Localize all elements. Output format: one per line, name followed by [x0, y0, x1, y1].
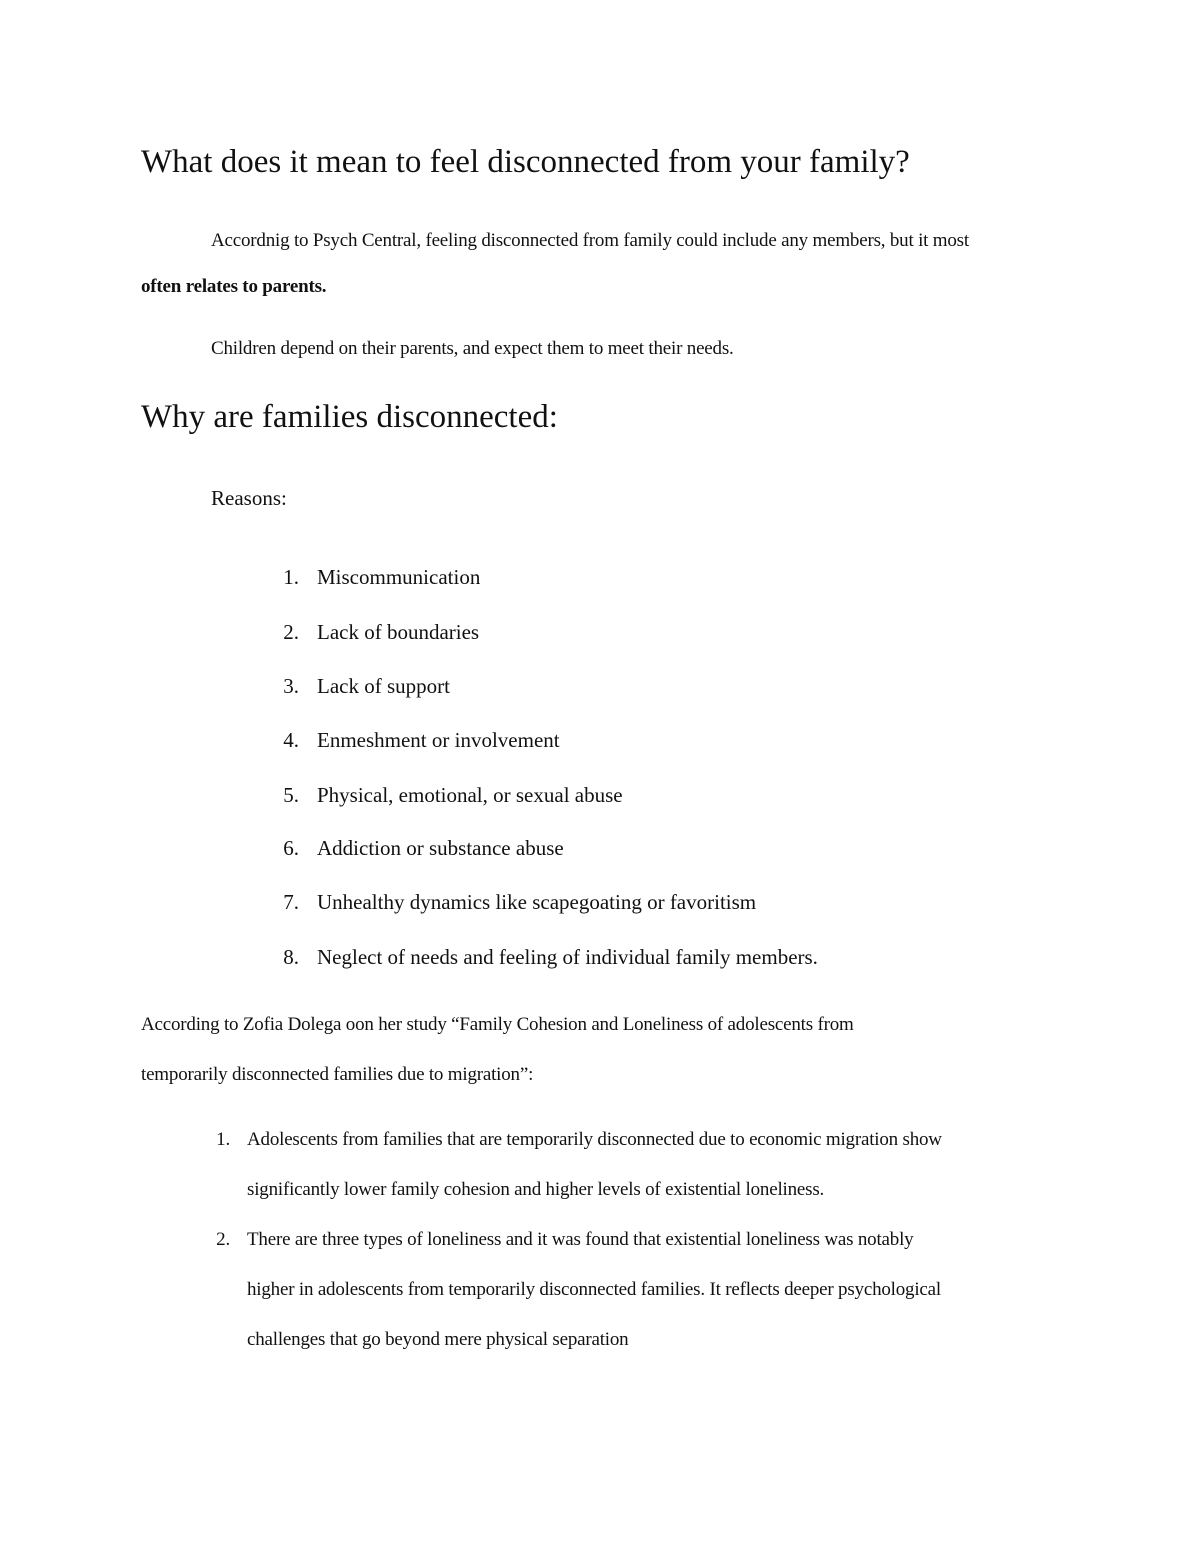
list-item-text-line1: There are three types of loneliness and it was found that existential loneliness was notably [247, 1229, 914, 1250]
list-item-number: 1. [216, 1129, 230, 1150]
list-item-number: 5. [283, 783, 299, 807]
paragraph-psych-central-line1: Accordnig to Psych Central, feeling disconnected from family could include any members, but it most [211, 230, 969, 251]
list-item-text: Addiction or substance abuse [317, 836, 564, 860]
heading-why-disconnected: Why are families disconnected: [141, 399, 558, 435]
list-item-number: 2. [283, 620, 299, 644]
list-item-number: 8. [283, 945, 299, 969]
study-intro-line1: According to Zofia Dolega oon her study “Family Cohesion and Loneliness of adolescents from [141, 1014, 854, 1035]
reasons-label: Reasons: [211, 486, 287, 510]
list-item-number: 7. [283, 890, 299, 914]
list-item-text-line3: challenges that go beyond mere physical separation [247, 1329, 629, 1350]
study-intro-line2: temporarily disconnected families due to migration”: [141, 1064, 534, 1085]
list-item-text: Enmeshment or involvement [317, 728, 560, 752]
list-item-text-line1: Adolescents from families that are temporarily disconnected due to economic migration show [247, 1129, 942, 1150]
list-item-text-line2: significantly lower family cohesion and higher levels of existential loneliness. [247, 1179, 825, 1200]
list-item-text-line2: higher in adolescents from temporarily disconnected families. It reflects deeper psychological [247, 1279, 941, 1300]
list-item-number: 2. [216, 1229, 230, 1250]
list-item-text: Lack of boundaries [317, 620, 480, 644]
list-item-text: Unhealthy dynamics like scapegoating or favoritism [317, 890, 757, 914]
list-item-number: 3. [283, 674, 299, 698]
list-item-text: Miscommunication [317, 565, 481, 589]
heading-disconnected-meaning: What does it mean to feel disconnected from your family? [141, 144, 910, 180]
paragraph-children-depend: Children depend on their parents, and expect them to meet their needs. [211, 338, 734, 359]
list-item-text: Lack of support [317, 674, 450, 698]
list-item-number: 4. [283, 728, 299, 752]
list-item-number: 6. [283, 836, 299, 860]
paragraph-psych-central-line2: often relates to parents. [141, 276, 327, 297]
list-item-text: Neglect of needs and feeling of individual family members. [317, 945, 818, 969]
list-item-text: Physical, emotional, or sexual abuse [317, 783, 623, 807]
list-item-number: 1. [283, 565, 299, 589]
